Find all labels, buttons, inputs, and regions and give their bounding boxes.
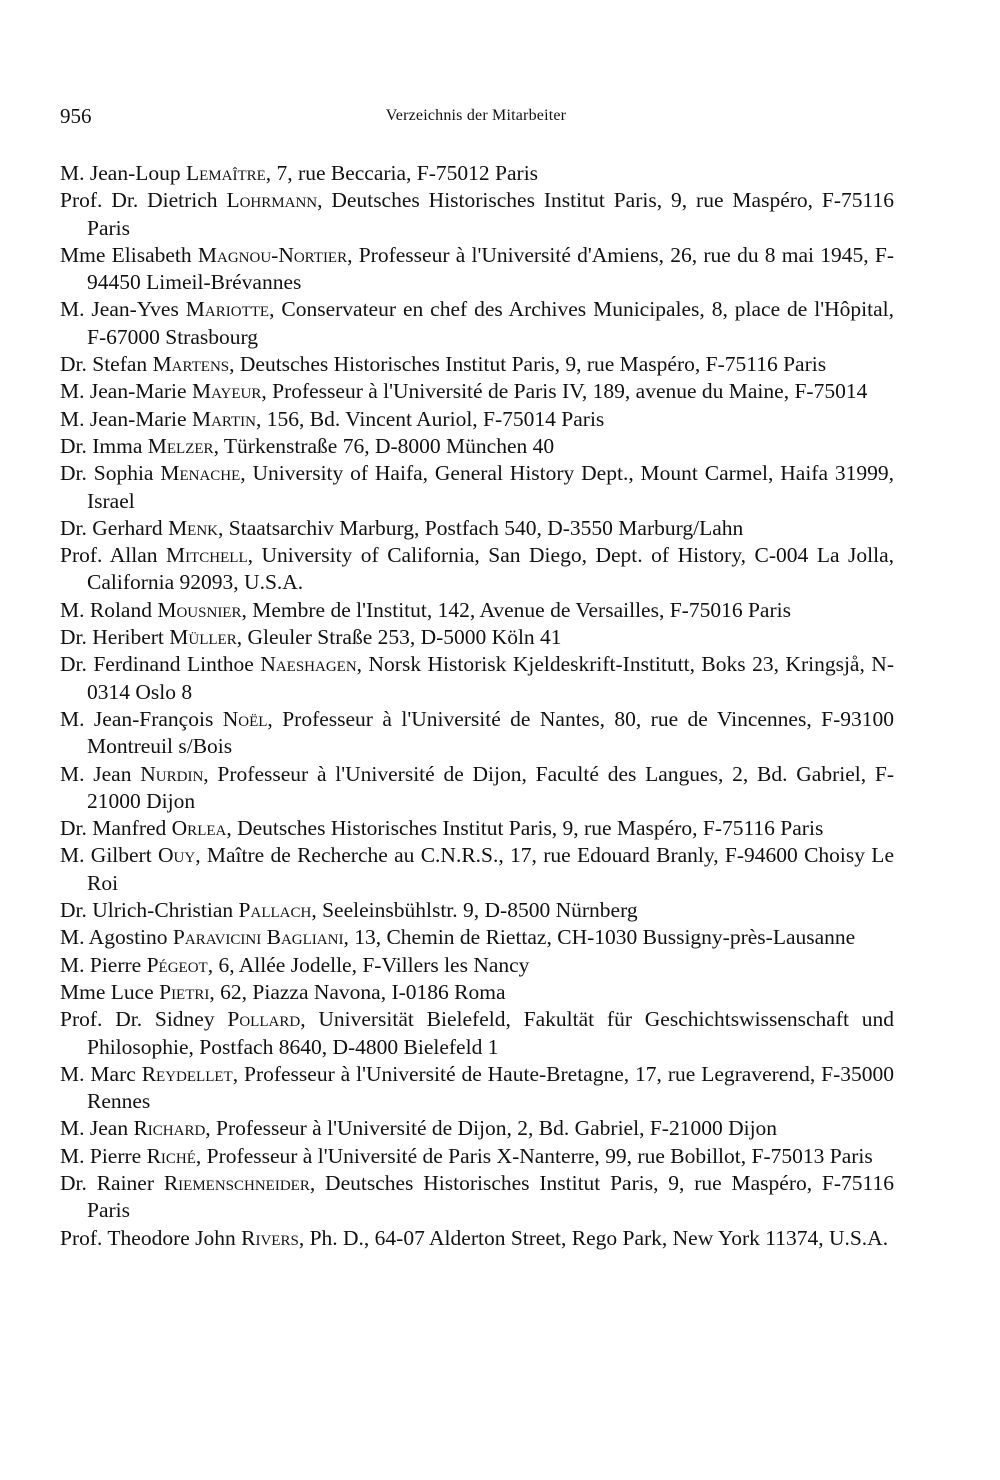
contributor-title-given-name: M. Jean bbox=[60, 761, 141, 786]
contributor-surname: Lohrmann bbox=[226, 188, 318, 213]
contributor-title-given-name: Mme Luce bbox=[60, 979, 160, 1004]
contributor-list bbox=[60, 160, 894, 1252]
contributor-entry bbox=[60, 706, 894, 761]
contributor-affiliation-address: , Deutsches Historisches Institut Paris, 9, rue Maspéro, F-75116 Paris bbox=[87, 1170, 894, 1223]
contributor-title-given-name: Dr. Imma bbox=[60, 433, 148, 458]
contributor-affiliation-address: , Professeur à l'Université de Dijon, 2, Bd. Gabriel, F-21000 Dijon bbox=[205, 1116, 778, 1141]
contributor-affiliation-address: , 7, rue Beccaria, F-75012 Paris bbox=[265, 161, 539, 185]
contributor-surname: Noël bbox=[222, 706, 268, 731]
contributor-affiliation-address: , Ph. D., 64-07 Alderton Street, Rego Park, New York 11374, U.S.A. bbox=[298, 1225, 889, 1250]
contributor-affiliation-address: , Professeur à l'Université d'Amiens, 26, rue du 8 mai 1945, F-94450 Limeil-Brévannes bbox=[87, 242, 894, 295]
contributor-affiliation-address: , Universität Bielefeld, Fakultät für Geschichtswissenschaft und Philosophie, Postfach 8640, D-4800 Bielefeld 1 bbox=[87, 1007, 895, 1059]
contributor-title-given-name: Dr. Manfred bbox=[60, 816, 172, 841]
contributor-surname: Ouy bbox=[158, 843, 196, 868]
contributor-surname: Paravicini Bagliani bbox=[172, 925, 344, 950]
contributor-affiliation-address: , University of California, San Diego, Dept. of History, C-004 La Jolla, California 92093, U.S.A. bbox=[87, 543, 894, 595]
contributor-surname: Mariotte bbox=[185, 297, 270, 322]
contributor-title-given-name: M. Jean-Marie bbox=[60, 406, 192, 431]
contributor-surname: Mitchell bbox=[166, 543, 248, 568]
contributor-entry bbox=[60, 460, 894, 515]
contributor-entry bbox=[60, 597, 894, 624]
contributor-surname: Müller bbox=[169, 625, 237, 650]
contributor-entry bbox=[60, 952, 894, 979]
contributor-entry bbox=[60, 761, 894, 816]
contributor-affiliation-address: , Türkenstraße 76, D-8000 München 40 bbox=[213, 433, 555, 458]
contributor-surname: Mayeur bbox=[191, 379, 262, 404]
contributor-affiliation-address: , 13, Chemin de Riettaz, CH-1030 Bussigny-près-Lausanne bbox=[343, 925, 856, 950]
contributor-title-given-name: M. Jean-Yves bbox=[60, 297, 186, 322]
contributor-affiliation-address: , Membre de l'Institut, 142, Avenue de Versailles, F-75016 Paris bbox=[241, 597, 791, 622]
page-number: 956 bbox=[60, 104, 92, 128]
contributor-affiliation-address: , Professeur à l'Université de Paris IV, 189, avenue du Maine, F-75014 bbox=[261, 379, 868, 404]
contributor-affiliation-address: , Deutsches Historisches Institut Paris, 9, rue Maspéro, F-75116 Paris bbox=[229, 352, 827, 377]
contributor-surname: Reydellet bbox=[141, 1061, 233, 1086]
contributor-title-given-name: M. Jean-Loup bbox=[60, 161, 186, 185]
contributor-surname: Martin bbox=[191, 406, 256, 431]
contributor-entry bbox=[60, 1170, 894, 1225]
contributor-title-given-name: M. Roland bbox=[60, 597, 158, 622]
contributor-title-given-name: Dr. Ferdinand Linthoe bbox=[60, 652, 261, 677]
contributor-affiliation-address: , Conservateur en chef des Archives Municipales, 8, place de l'Hôpital, F-67000 Strasbourg bbox=[87, 297, 895, 349]
contributor-surname: Menk bbox=[168, 515, 219, 540]
contributor-title-given-name: Dr. Stefan bbox=[60, 352, 153, 377]
contributor-entry bbox=[60, 542, 894, 597]
contributor-affiliation-address: , Norsk Historisk Kjeldeskrift-Institutt, Boks 23, Kringsjå, N-0314 Oslo 8 bbox=[87, 652, 894, 704]
contributor-affiliation-address: , Maître de Recherche au C.N.R.S., 17, rue Edouard Branly, F-94600 Choisy Le Roi bbox=[87, 843, 894, 895]
contributor-title-given-name: Dr. Gerhard bbox=[60, 515, 169, 540]
contributor-surname: Rivers bbox=[241, 1225, 299, 1250]
contributor-surname: Nurdin bbox=[140, 761, 204, 786]
page-header bbox=[60, 104, 892, 134]
contributor-affiliation-address: , Deutsches Historisches Institut Paris, 9, rue Maspéro, F-75116 Paris bbox=[87, 188, 895, 240]
contributor-entry bbox=[60, 815, 894, 842]
running-head: Verzeichnis der Mitarbeiter bbox=[385, 107, 567, 124]
contributor-surname: Mousnier bbox=[157, 597, 242, 622]
contributor-affiliation-address: , 6, Allée Jodelle, F-Villers les Nancy bbox=[207, 952, 530, 977]
contributor-surname: Riemenschneider bbox=[163, 1170, 310, 1195]
contributor-surname: Pollard bbox=[227, 1007, 301, 1032]
contributor-surname: Richard bbox=[133, 1116, 206, 1141]
contributor-affiliation-address: , Seeleinsbühlstr. 9, D-8500 Nürnberg bbox=[311, 898, 638, 923]
contributor-surname: Pégeot bbox=[146, 952, 208, 977]
contributor-title-given-name: M. Jean bbox=[60, 1116, 134, 1141]
contributor-title-given-name: Dr. Ulrich-Christian bbox=[60, 898, 239, 923]
contributor-entry bbox=[60, 433, 894, 460]
contributor-title-given-name: M. Pierre bbox=[60, 1143, 147, 1168]
contributor-entry bbox=[60, 378, 894, 405]
contributor-entry bbox=[60, 651, 894, 706]
contributor-entry bbox=[60, 1006, 894, 1061]
contributor-entry bbox=[60, 296, 894, 351]
contributor-surname: Naeshagen bbox=[260, 652, 357, 677]
contributor-surname: Pietri bbox=[159, 979, 210, 1004]
contributor-affiliation-address: , Deutsches Historisches Institut Paris, 9, rue Maspéro, F-75116 Paris bbox=[226, 816, 824, 841]
contributor-affiliation-address: , 156, Bd. Vincent Auriol, F-75014 Paris bbox=[256, 406, 605, 431]
contributor-entry bbox=[60, 515, 894, 542]
contributor-surname: Martens bbox=[152, 352, 230, 377]
contributor-entry bbox=[60, 1115, 894, 1142]
contributor-entry bbox=[60, 624, 894, 651]
contributor-entry bbox=[60, 160, 894, 187]
contributor-title-given-name: Prof. Dr. Dietrich bbox=[60, 188, 227, 213]
contributor-affiliation-address: , Staatsarchiv Marburg, Postfach 540, D-3550 Marburg/Lahn bbox=[218, 515, 744, 540]
contributor-entry bbox=[60, 242, 894, 297]
contributor-title-given-name: Dr. Rainer bbox=[60, 1170, 164, 1195]
contributor-surname: Lemaître bbox=[186, 161, 266, 185]
contributor-title-given-name: M. Marc bbox=[60, 1061, 142, 1086]
contributor-affiliation-address: , 62, Piazza Navona, I-0186 Roma bbox=[209, 979, 506, 1004]
contributor-title-given-name: Prof. Allan bbox=[60, 543, 167, 568]
contributor-entry bbox=[60, 351, 894, 378]
contributor-title-given-name: Prof. Dr. Sidney bbox=[60, 1007, 228, 1032]
contributor-entry bbox=[60, 979, 894, 1006]
contributor-title-given-name: M. Gilbert bbox=[60, 843, 158, 868]
contributor-surname: Magnou-Nortier bbox=[197, 242, 348, 267]
contributor-title-given-name: Dr. Heribert bbox=[60, 625, 170, 650]
contributor-affiliation-address: , Professeur à l'Université de Haute-Bretagne, 17, rue Legraverend, F-35000 Rennes bbox=[87, 1061, 894, 1114]
contributor-affiliation-address: , Professeur à l'Université de Paris X-Nanterre, 99, rue Bobillot, F-75013 Paris bbox=[195, 1143, 873, 1168]
contributor-entry bbox=[60, 842, 894, 897]
contributor-entry bbox=[60, 406, 894, 433]
contributor-entry bbox=[60, 924, 894, 951]
contributor-entry bbox=[60, 1143, 894, 1170]
contributor-title-given-name: M. Jean-François bbox=[60, 706, 223, 731]
contributor-affiliation-address: , Professeur à l'Université de Nantes, 80, rue de Vincennes, F-93100 Montreuil s/Bois bbox=[87, 706, 894, 759]
contributor-surname: Menache bbox=[160, 461, 241, 486]
contributor-surname: Orlea bbox=[171, 816, 227, 841]
contributor-title-given-name: Dr. Sophia bbox=[60, 461, 161, 486]
contributor-entry bbox=[60, 1061, 894, 1116]
contributor-title-given-name: M. Agostino bbox=[60, 925, 173, 950]
contributor-title-given-name: M. Jean-Marie bbox=[60, 379, 192, 404]
contributor-surname: Riché bbox=[146, 1143, 196, 1168]
contributor-surname: Melzer bbox=[147, 433, 214, 458]
contributor-entry bbox=[60, 1225, 894, 1252]
contributor-affiliation-address: , Professeur à l'Université de Dijon, Faculté des Langues, 2, Bd. Gabriel, F-21000 Dijon bbox=[87, 761, 894, 813]
contributor-title-given-name: M. Pierre bbox=[60, 952, 147, 977]
contributor-affiliation-address: , Gleuler Straße 253, D-5000 Köln 41 bbox=[236, 625, 562, 650]
contributor-affiliation-address: , University of Haifa, General History Dept., Mount Carmel, Haifa 31999, Israel bbox=[87, 461, 894, 513]
contributor-entry bbox=[60, 187, 894, 242]
contributor-title-given-name: Mme Elisabeth bbox=[60, 242, 198, 267]
contributor-entry bbox=[60, 897, 894, 924]
contributor-surname: Pallach bbox=[238, 898, 312, 923]
contributor-title-given-name: Prof. Theodore John bbox=[60, 1225, 242, 1250]
